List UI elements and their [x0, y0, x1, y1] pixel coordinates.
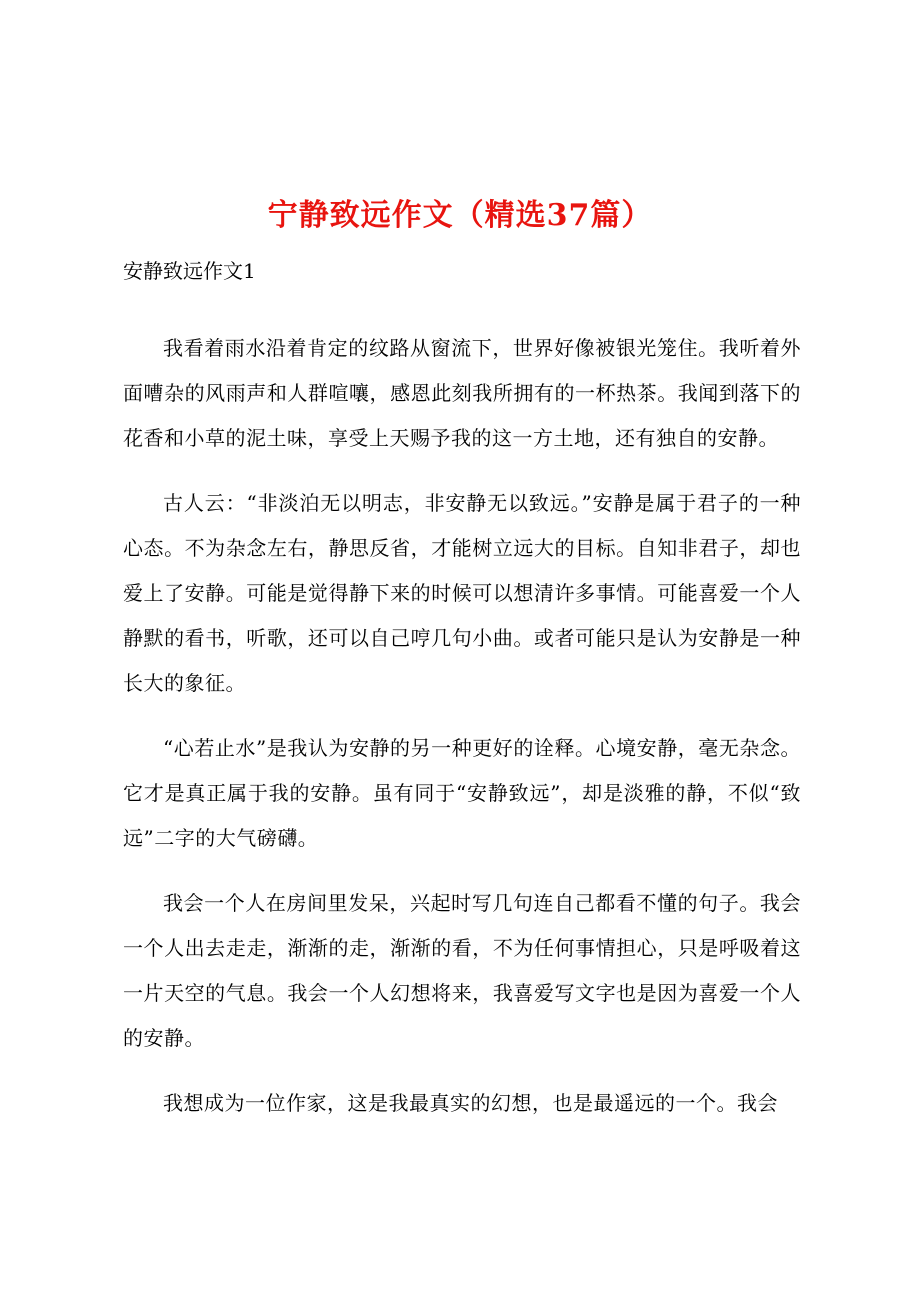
- document-title: 宁静致远作文（精选37篇）: [267, 198, 653, 233]
- paragraph-5: 我想成为一位作家，这是我最真实的幻想，也是最遥远的一个。我会: [163, 1091, 778, 1115]
- paragraph-1: 我看着雨水沿着肯定的纹路从窗流下，世界好像被银光笼住。我听着外面嘈杂的风雨声和人群喧嚷，感恩此刻我所拥有的一杯热茶。我闻到落下的花香和小草的泥土味，享受上天赐予我的这一方土地，还有独自的安静。: [123, 336, 801, 450]
- section-heading: 安静致远作文1: [123, 259, 256, 283]
- document-body: [123, 326, 801, 1146]
- paragraph-3: “心若止水”是我认为安静的另一种更好的诠释。心境安静，毫无杂念。它才是真正属于我的安静。虽有同于“安静致远”，却是淡雅的静，不似“致远”二字的大气磅礴。: [123, 736, 801, 850]
- paragraph-4: 我会一个人在房间里发呆，兴起时写几句连自己都看不懂的句子。我会一个人出去走走，渐渐的走，渐渐的看，不为任何事情担心，只是呼吸着这一片天空的气息。我会一个人幻想将来，我喜爱写文字也是因为喜爱一个人的安静。: [123, 891, 801, 1050]
- paragraph-2: 古人云：“非淡泊无以明志，非安静无以致远。”安静是属于君子的一种心态。不为杂念左右，静思反省，才能树立远大的目标。自知非君子，却也爱上了安静。可能是觉得静下来的时候可以想清许多事情。可能喜爱一个人静默的看书，听歌，还可以自己哼几句小曲。或者可能只是认为安静是一种长大的象征。: [123, 491, 801, 695]
